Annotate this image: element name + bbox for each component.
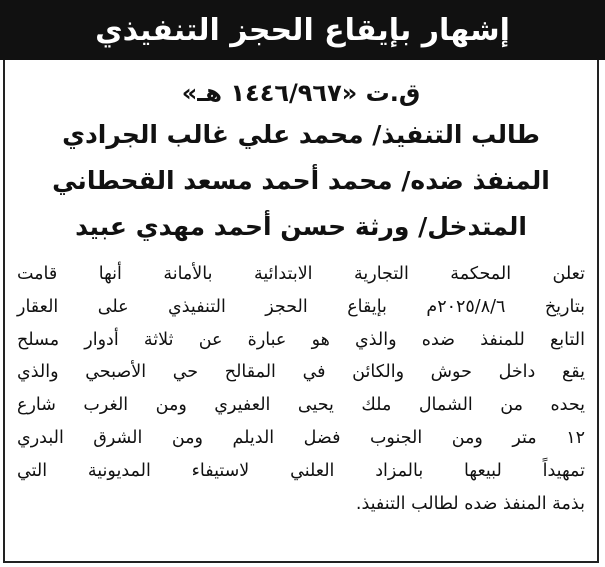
body-line: بذمة المنفذ ضده لطالب التنفيذ. <box>355 493 585 514</box>
case-reference: ق.ت «١٤٤٦/٩٦٧ هـ» <box>181 79 421 107</box>
body-line: يحده من الشمال ملك يحيى العفيري ومن الغرب شارع <box>17 395 585 416</box>
party-executor: طالب التنفيذ/ محمد علي غالب الجرادي <box>62 120 540 149</box>
notice-title-bar <box>0 0 605 60</box>
body-line: بتاريخ ٢٠٢٥/٨/٦م بإيقاع الحجز التنفيذي على العقار <box>17 296 585 317</box>
notice-body-text <box>17 258 585 520</box>
body-line: تعلن المحكمة التجارية الابتدائية بالأمانة أنها قامت <box>17 264 585 284</box>
party-intervenor: المتدخل/ ورثة حسن أحمد مهدي عبيد <box>75 212 527 241</box>
notice-title: إشهار بإيقاع الحجز التنفيذي <box>95 12 510 48</box>
body-line: ١٢ متر ومن الجنوب فضل الديلم ومن الشرق البدري <box>17 427 585 448</box>
body-line: تمهيداً لبيعها بالمزاد العلني لاستيفاء المديونية التي <box>17 460 585 481</box>
notice-header-block <box>15 74 587 250</box>
body-line: التابع للمنفذ ضده والذي هو عبارة عن ثلاثة أدوار مسلح <box>17 329 585 350</box>
notice-body-box <box>3 60 599 563</box>
body-line: يقع داخل حوش والكائن في المقالح حي الأصبحي والذي <box>17 362 585 383</box>
party-defendant: المنفذ ضده/ محمد أحمد مسعد القحطاني <box>52 166 550 195</box>
